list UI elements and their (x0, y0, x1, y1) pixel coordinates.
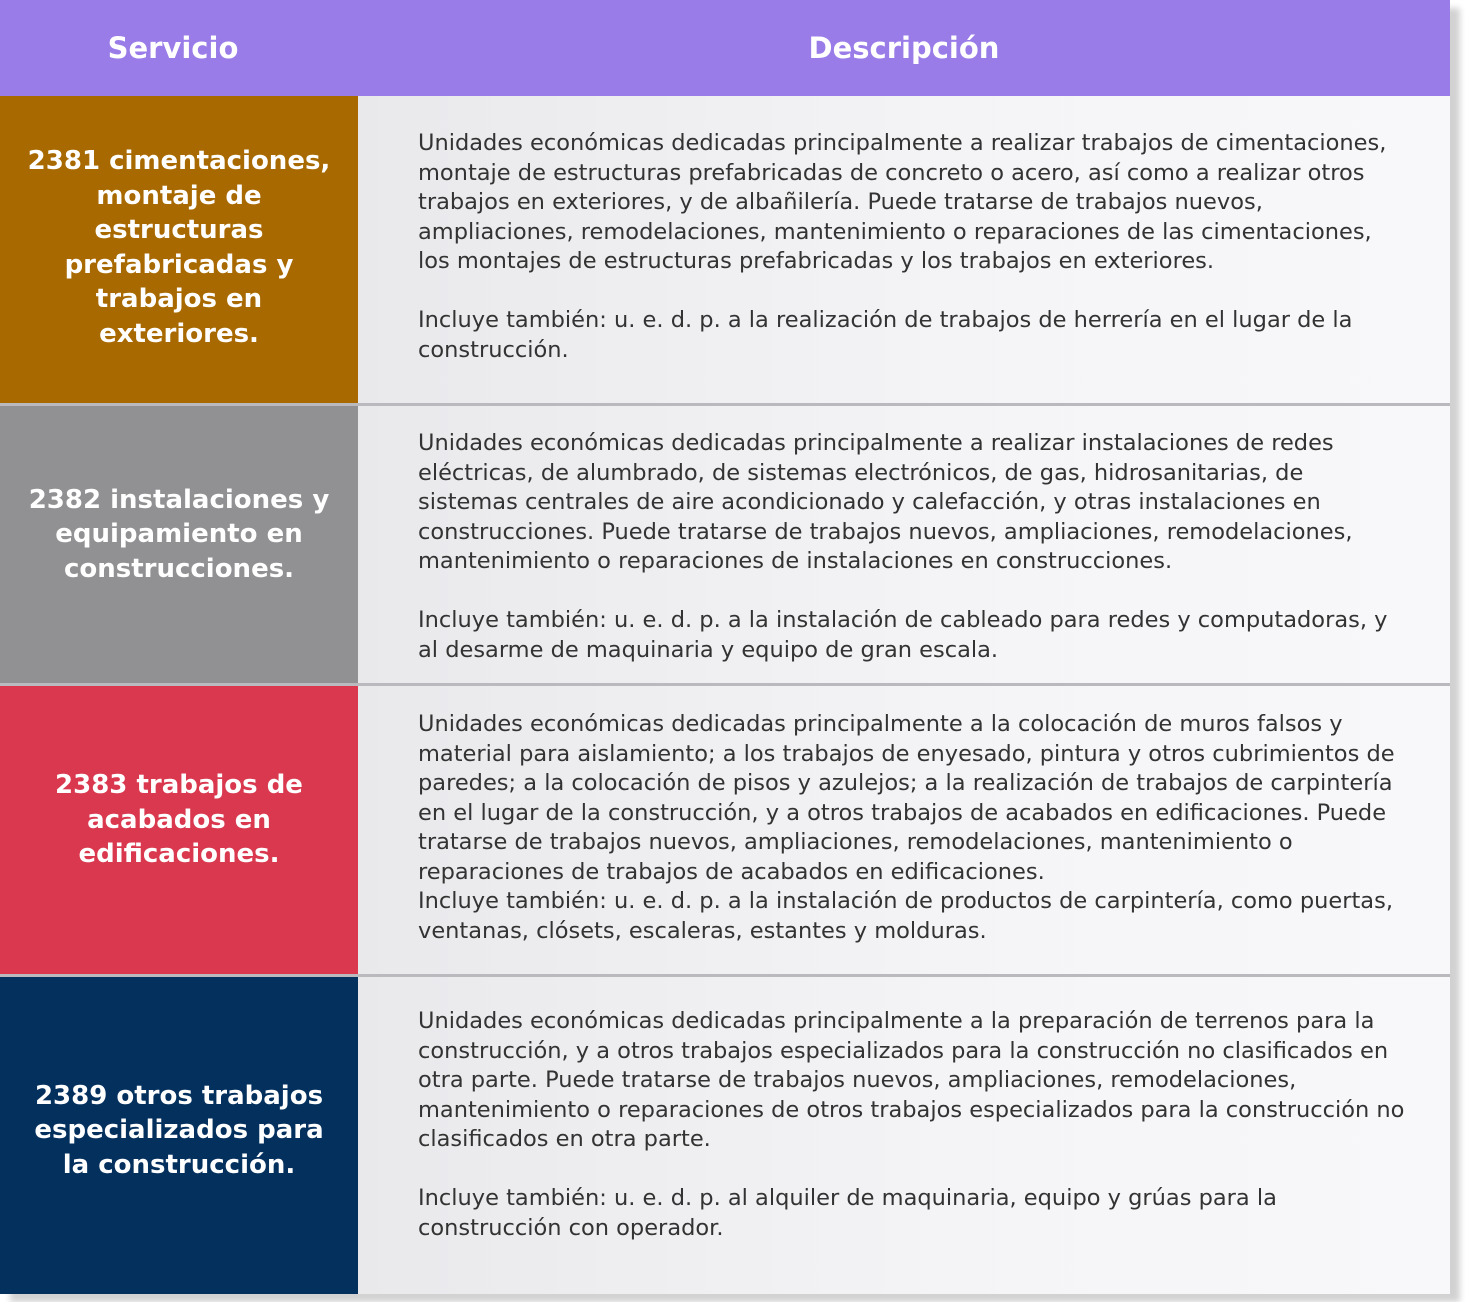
table-row (0, 683, 1450, 974)
description-cell (358, 406, 1450, 683)
description-cell (358, 686, 1450, 974)
includes-text: Incluye también: u. e. d. p. a la instalación de productos de carpintería, como puertas, ventanas, clósets, escaleras, estantes y molduras. (418, 888, 1393, 944)
service-cell: 2383 trabajos de acabados en edificaciones. (0, 686, 358, 974)
description-text: Unidades económicas dedicadas principalmente a realizar instalaciones de redes eléctricas, de alumbrado, de sistemas electrónicos, de gas, hidrosanitarias, de sistemas centrales de aire acondicionado y calefacción, y otras instalaciones en construcciones. Puede tratarse de trabajos nuevos, ampliaciones, remodelaciones, mantenimiento o reparaciones de instalaciones en construcciones. (418, 430, 1353, 574)
table-row (0, 403, 1450, 683)
service-cell: 2382 instalaciones y equipamiento en construcciones. (0, 406, 358, 683)
header-service: Servicio (107, 31, 239, 65)
table-row (0, 974, 1450, 1294)
table-row (0, 96, 1450, 403)
description-text: Unidades económicas dedicadas principalmente a la preparación de terrenos para la construcción, y a otros trabajos especializados para la construcción no clasificados en otra parte. Puede tratarse de trabajos nuevos, ampliaciones, remodelaciones, mantenimiento o reparaciones de otros trabajos especializados para la construcción no clasificados en otra parte. (418, 1008, 1405, 1152)
description-text: Unidades económicas dedicadas principalmente a realizar trabajos de cimentaciones, montaje de estructuras prefabricadas de concreto o acero, así como a realizar otros trabajos en exteriores, y de albañilería. Puede tratarse de trabajos nuevos, ampliaciones, remodelaciones, mantenimiento o reparaciones de las cimentaciones, los montajes de estructuras prefabricadas y los trabajos en exteriores. (418, 130, 1387, 274)
service-cell: 2381 cimentaciones, montaje de estructuras prefabricadas y trabajos en exteriores. (0, 96, 358, 403)
includes-text: Incluye también: u. e. d. p. a la realización de trabajos de herrería en el lugar de la construcción. (418, 307, 1353, 363)
description-cell (358, 977, 1450, 1294)
description-cell (358, 96, 1450, 403)
table-header (0, 0, 1450, 96)
service-cell: 2389 otros trabajos especializados para la construcción. (0, 977, 358, 1294)
description-text: Unidades económicas dedicadas principalmente a la colocación de muros falsos y material para aislamiento; a los trabajos de enyesado, pintura y otros cubrimientos de paredes; a la colocación de pisos y azulejos; a la realización de trabajos de carpintería en el lugar de la construcción, y a otros trabajos de acabados en edificaciones. Puede tratarse de trabajos nuevos, ampliaciones, remodelaciones, mantenimiento o reparaciones de trabajos de acabados en edificaciones. (418, 711, 1395, 885)
includes-text: Incluye también: u. e. d. p. al alquiler de maquinaria, equipo y grúas para la construcción con operador. (418, 1185, 1277, 1241)
header-description: Descripción (808, 31, 1000, 65)
includes-text: Incluye también: u. e. d. p. a la instalación de cableado para redes y computadoras, y al desarme de maquinaria y equipo de gran escala. (418, 607, 1388, 663)
